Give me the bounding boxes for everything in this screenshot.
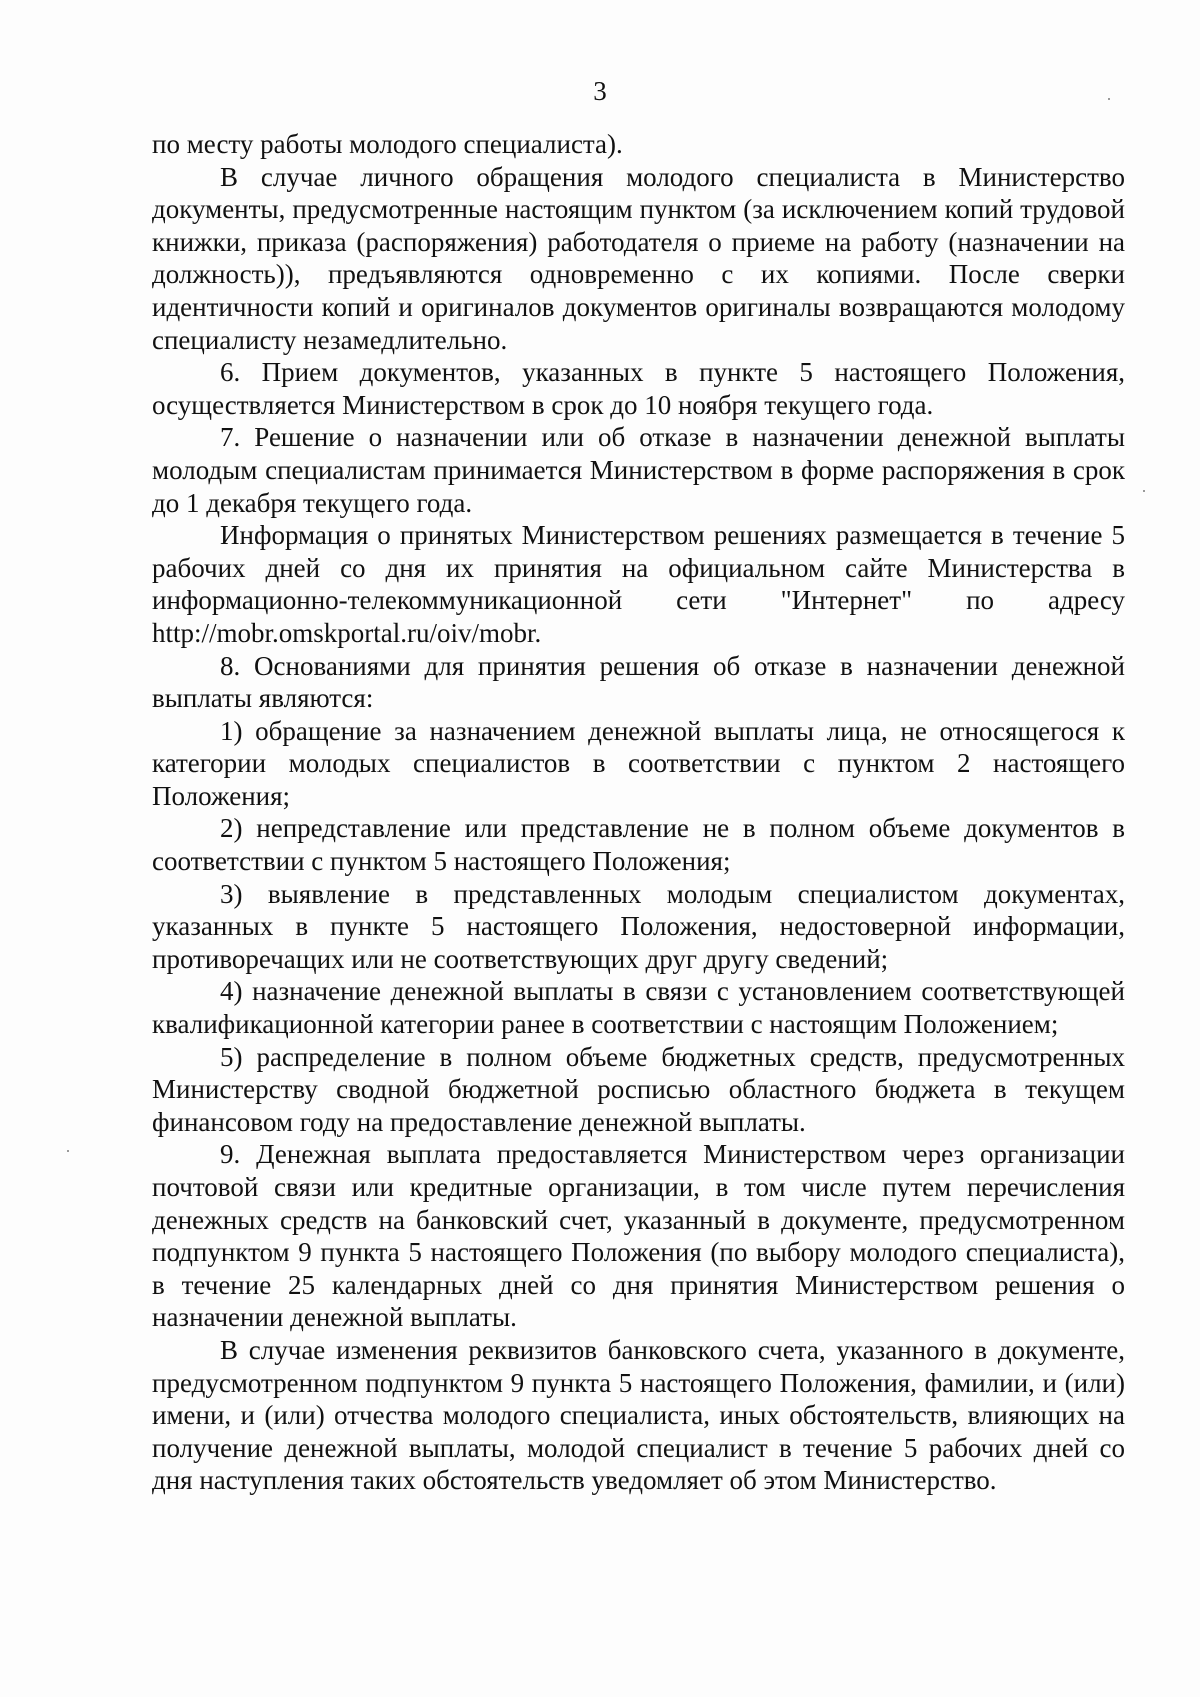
- paragraph-clause-8-item-3: 3) выявление в представленных молодым специалистом документах, указанных в пункте 5 настоящего Положения, недостоверной информации, противоречащих или не соответствующих друг другу сведений;: [152, 878, 1125, 974]
- paragraph-bank-details-change: В случае изменения реквизитов банковского счета, указанного в документе, предусмотренном подпунктом 9 пункта 5 настоящего Положения, фамилии, и (или) имени, и (или) отчества молодого специалиста, иных обстоятельств, влияющих на получение денежной выплаты, молодой специалист в течение 5 рабочих дней со дня наступления таких обстоятельств уведомляет об этом Министерство.: [152, 1334, 1125, 1496]
- paragraph-clause-7: 7. Решение о назначении или об отказе в назначении денежной выплаты молодым специалистам принимается Министерством в форме распоряжения в срок до 1 декабря текущего года.: [152, 422, 1125, 518]
- scan-artifact-mark: [1143, 490, 1145, 492]
- document-body: [152, 128, 1125, 1497]
- paragraph-continuation: по месту работы молодого специалиста).: [152, 129, 623, 159]
- paragraph-clause-8-item-4: 4) назначение денежной выплаты в связи с установлением соответствующей квалификационной категории ранее в соответствии с настоящим Положением;: [152, 976, 1125, 1040]
- page-number: 3: [593, 76, 607, 106]
- paragraph-clause-6: 6. Прием документов, указанных в пункте 5 настоящего Положения, осуществляется Министерством в срок до 10 ноября текущего года.: [152, 357, 1125, 420]
- paragraph-personal-appeal: В случае личного обращения молодого специалиста в Министерство документы, предусмотренные настоящим пунктом (за исключением копий трудовой книжки, приказа (распоряжения) работодателя о приеме на работу (назначении на должность)), предъявляются одновременно с их копиями. После сверки идентичности копий и оригиналов документов оригиналы возвращаются молодому специалисту незамедлительно.: [152, 161, 1125, 355]
- paragraph-clause-9: 9. Денежная выплата предоставляется Министерством через организации почтовой связи или кредитные организации, в том числе путем перечисления денежных средств на банковский счет, указанный в документе, предусмотренном подпунктом 9 пункта 5 настоящего Положения (по выбору молодого специалиста), в течение 25 календарных дней со дня принятия Министерством решения о назначении денежной выплаты.: [152, 1139, 1125, 1333]
- paragraph-clause-8-item-5: 5) распределение в полном объеме бюджетных средств, предусмотренных Министерству сводной бюджетной росписью областного бюджета в текущем финансовом году на предоставление денежной выплаты.: [152, 1041, 1125, 1137]
- paragraph-information-publication: Информация о принятых Министерством решениях размещается в течение 5 рабочих дней со дня их принятия на официальном сайте Министерства в информационно-телекоммуникационной сети "Интернет" по адресу http://mobr.omskportal.ru/oiv/mobr.: [152, 520, 1125, 648]
- scan-artifact-mark: [67, 1150, 69, 1152]
- paragraph-clause-8-item-1: 1) обращение за назначением денежной выплаты лица, не относящегося к категории молодых специалистов в соответствии с пунктом 2 настоящего Положения;: [152, 715, 1125, 811]
- paragraph-clause-8-item-2: 2) непредставление или представление не в полном объеме документов в соответствии с пунктом 5 настоящего Положения;: [152, 813, 1125, 877]
- paragraph-clause-8: 8. Основаниями для принятия решения об отказе в назначении денежной выплаты являются:: [152, 650, 1125, 714]
- scan-artifact-mark: [1108, 98, 1110, 100]
